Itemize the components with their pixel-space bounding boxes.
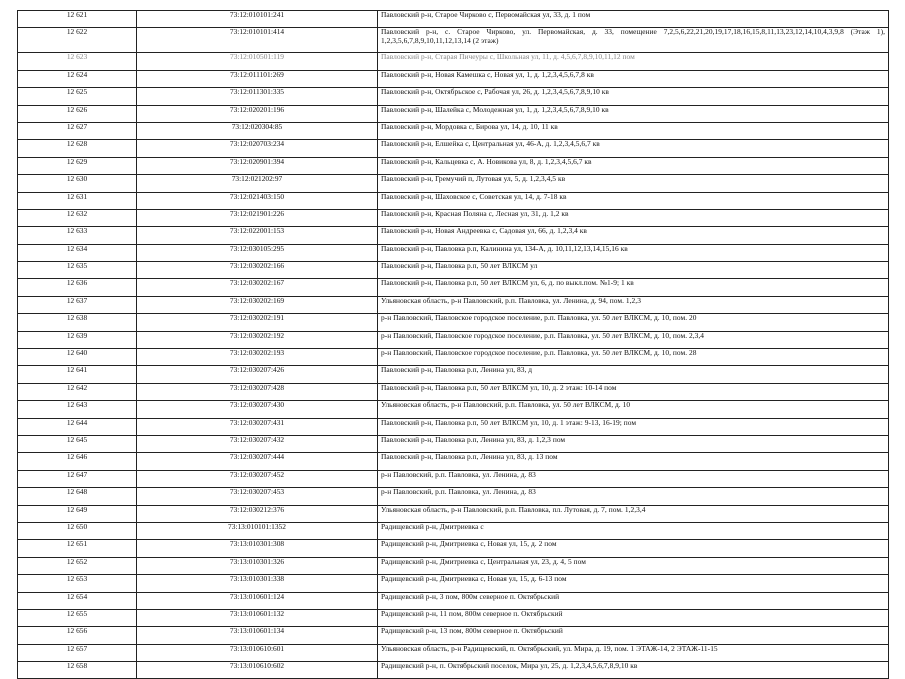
cadastral-number-cell: 73:12:010501:119 [137,53,378,70]
row-number-cell: 12 641 [18,366,137,383]
table-row [18,627,889,644]
row-number-cell: 12 636 [18,279,137,296]
cadastral-number-cell: 73:12:030202:193 [137,349,378,366]
cadastral-number-cell: 73:12:021403:150 [137,192,378,209]
table-row [18,122,889,139]
row-number-cell: 12 625 [18,88,137,105]
table-row [18,296,889,313]
address-cell: Павловский р-н, Октябрьское с, Рабочая ул, 26, д. 1,2,3,4,5,6,7,8,9,10 кв [378,88,889,105]
cadastral-number-cell: 73:12:030207:428 [137,383,378,400]
row-number-cell: 12 637 [18,296,137,313]
address-cell: Радищевский р-н, 13 пом, 800м северное п. Октябрьский [378,627,889,644]
table-row [18,331,889,348]
cadastral-number-cell: 73:12:011301:335 [137,88,378,105]
table-row [18,227,889,244]
row-number-cell: 12 649 [18,505,137,522]
table-row [18,140,889,157]
address-cell: Павловский р-н, Павловка р.п, 50 лет ВЛКСМ ул, 6, д. по выкл.пом. №1-9; 1 кв [378,279,889,296]
address-cell: Павловский р-н, Мордовка с, Бирова ул, 14, д. 10, 11 кв [378,122,889,139]
cadastral-number-cell: 73:12:030207:430 [137,401,378,418]
row-number-cell: 12 639 [18,331,137,348]
cadastral-number-cell: 73:13:010301:308 [137,540,378,557]
row-number-cell: 12 642 [18,383,137,400]
row-number-cell: 12 626 [18,105,137,122]
cadastral-number-cell: 73:12:020201:196 [137,105,378,122]
table-row [18,557,889,574]
address-cell: Павловский р-н, Кальцевка с, А. Новикова ул, 8, д. 1,2,3,4,5,6,7 кв [378,157,889,174]
table-row [18,157,889,174]
address-cell: Радищевский р-н, Дмитриевка с, Новая ул, 15, д. 2 пом [378,540,889,557]
table-row [18,70,889,87]
address-cell: Павловский р-н, Гремучий п, Лутовая ул, 5, д. 1,2,3,4,5 кв [378,175,889,192]
table-row [18,28,889,53]
table-row [18,11,889,28]
address-cell: Павловский р-н, Павловка р.п, 50 лет ВЛКСМ ул, 10, д. 1 этаж: 9-13, 16-19; пом [378,418,889,435]
address-cell: Павловский р-н, Павловка р.п, 50 лет ВЛКСМ ул [378,262,889,279]
row-number-cell: 12 627 [18,122,137,139]
table-row [18,609,889,626]
cadastral-number-cell: 73:13:010610:601 [137,644,378,661]
address-cell: Радищевский р-н, 11 пом, 800м северное п. Октябрьский [378,609,889,626]
address-cell: Ульяновская область, р-н Павловский, р.п. Павловка, ул. 50 лет ВЛКСМ, д. 10 [378,401,889,418]
table-row [18,53,889,70]
address-cell: р-н Павловский, р.п. Павловка, ул. Ленина, д. 83 [378,488,889,505]
address-cell: Павловский р-н, Шаховское с, Советская ул, 14, д. 7-18 кв [378,192,889,209]
row-number-cell: 12 631 [18,192,137,209]
row-number-cell: 12 622 [18,28,137,53]
row-number-cell: 12 628 [18,140,137,157]
table-row [18,540,889,557]
table-row [18,244,889,261]
address-cell: Павловский р-н, Шалейка с, Молодежная ул, 1, д. 1,2,3,4,5,6,7,8,9,10 кв [378,105,889,122]
address-cell: Павловский р-н, с. Старое Чирково, ул. Первомайская, д. 33, помещение 7,2,5,6,22,21,20,19,17,18,16,15,8,11,13,23,12,14,10,4,3,9,8 (Этаж 1), 1,2,3,5,6,7,8,9,10,11,12,13,14 (2 этаж) [378,28,889,53]
table-row [18,505,889,522]
registry-table [17,10,889,679]
cadastral-number-cell: 73:12:020304:85 [137,122,378,139]
table-row [18,453,889,470]
row-number-cell: 12 632 [18,209,137,226]
table-row [18,418,889,435]
table-row [18,522,889,539]
table-row [18,470,889,487]
address-cell: Павловский р-н, Павловка р.п, Ленина ул, 83, д. 13 пом [378,453,889,470]
address-cell: Радищевский р-н, 3 пом, 800м северное п. Октябрьский [378,592,889,609]
cadastral-number-cell: 73:12:021202:97 [137,175,378,192]
table-row [18,349,889,366]
address-cell: Павловский р-н, Павловка р.п, 50 лет ВЛКСМ ул, 10, д. 2 этаж: 10-14 пом [378,383,889,400]
table-row [18,88,889,105]
row-number-cell: 12 633 [18,227,137,244]
table-row [18,662,889,679]
address-cell: Радищевский р-н, Дмитриевка с, Новая ул, 15, д. 6-13 пом [378,575,889,592]
address-cell: Павловский р-н, Павловка р.п, Ленина ул, 83, д [378,366,889,383]
address-cell: Павловский р-н, Старое Чирково с, Первомайская ул, 33, д. 1 пом [378,11,889,28]
cadastral-number-cell: 73:12:020703:234 [137,140,378,157]
row-number-cell: 12 648 [18,488,137,505]
table-row [18,575,889,592]
table-row [18,314,889,331]
address-cell: Павловский р-н, Новая Камешка с, Новая ул, 1, д. 1,2,3,4,5,6,7,8 кв [378,70,889,87]
cadastral-number-cell: 73:12:030207:426 [137,366,378,383]
row-number-cell: 12 624 [18,70,137,87]
row-number-cell: 12 658 [18,662,137,679]
row-number-cell: 12 634 [18,244,137,261]
address-cell: Ульяновская область, р-н Павловский, р.п. Павловка, ул. Ленина, д. 94, пом. 1,2,3 [378,296,889,313]
address-cell: Ульяновская область, р-н Радищевский, п. Октябрьский, ул. Мира, д. 19, пом. 1 ЭТАЖ-14, 2 ЭТАЖ-11-15 [378,644,889,661]
address-cell: Радищевский р-н, п. Октябрьский поселок, Мира ул, 25, д. 1,2,3,4,5,6,7,8,9,10 кв [378,662,889,679]
cadastral-number-cell: 73:12:030202:169 [137,296,378,313]
row-number-cell: 12 655 [18,609,137,626]
table-row [18,435,889,452]
row-number-cell: 12 657 [18,644,137,661]
cadastral-number-cell: 73:12:030207:432 [137,435,378,452]
address-cell: р-н Павловский, Павловское городское поселение, р.п. Павловка, ул. 50 лет ВЛКСМ, д. 10, пом. 20 [378,314,889,331]
cadastral-number-cell: 73:12:021901:226 [137,209,378,226]
table-row [18,175,889,192]
cadastral-number-cell: 73:12:030105:295 [137,244,378,261]
table-row [18,262,889,279]
cadastral-number-cell: 73:13:010301:326 [137,557,378,574]
cadastral-number-cell: 73:13:010601:134 [137,627,378,644]
cadastral-number-cell: 73:12:011101:269 [137,70,378,87]
cadastral-number-cell: 73:12:030207:452 [137,470,378,487]
row-number-cell: 12 645 [18,435,137,452]
row-number-cell: 12 656 [18,627,137,644]
cadastral-number-cell: 73:13:010610:602 [137,662,378,679]
row-number-cell: 12 629 [18,157,137,174]
cadastral-number-cell: 73:12:020901:394 [137,157,378,174]
row-number-cell: 12 651 [18,540,137,557]
row-number-cell: 12 653 [18,575,137,592]
cadastral-number-cell: 73:12:022001:153 [137,227,378,244]
cadastral-number-cell: 73:12:010101:241 [137,11,378,28]
cadastral-number-cell: 73:12:030202:191 [137,314,378,331]
cadastral-number-cell: 73:12:010101:414 [137,28,378,53]
cadastral-number-cell: 73:13:010101:1352 [137,522,378,539]
cadastral-number-cell: 73:13:010301:338 [137,575,378,592]
row-number-cell: 12 635 [18,262,137,279]
registry-table-body [18,11,889,679]
cadastral-number-cell: 73:13:010601:132 [137,609,378,626]
row-number-cell: 12 621 [18,11,137,28]
table-row [18,366,889,383]
table-row [18,209,889,226]
address-cell: р-н Павловский, Павловское городское поселение, р.п. Павловка, ул. 50 лет ВЛКСМ, д. 10, пом. 28 [378,349,889,366]
address-cell: Павловский р-н, Старая Пичеуры с, Школьная ул, 11, д. 4,5,6,7,8,9,10,11,12 пом [378,53,889,70]
row-number-cell: 12 638 [18,314,137,331]
cadastral-number-cell: 73:13:010601:124 [137,592,378,609]
row-number-cell: 12 623 [18,53,137,70]
row-number-cell: 12 646 [18,453,137,470]
address-cell: р-н Павловский, р.п. Павловка, ул. Ленина, д. 83 [378,470,889,487]
cadastral-number-cell: 73:12:030207:453 [137,488,378,505]
cadastral-number-cell: 73:12:030202:166 [137,262,378,279]
table-row [18,401,889,418]
row-number-cell: 12 644 [18,418,137,435]
table-row [18,105,889,122]
address-cell: Павловский р-н, Павловка р.п, Калинина ул, 134-А, д. 10,11,12,13,14,15,16 кв [378,244,889,261]
row-number-cell: 12 652 [18,557,137,574]
cadastral-number-cell: 73:12:030207:444 [137,453,378,470]
address-cell: Павловский р-н, Красная Поляна с, Лесная ул, 31, д. 1,2 кв [378,209,889,226]
table-row [18,644,889,661]
cadastral-number-cell: 73:12:030207:431 [137,418,378,435]
table-row [18,592,889,609]
row-number-cell: 12 643 [18,401,137,418]
row-number-cell: 12 654 [18,592,137,609]
cadastral-number-cell: 73:12:030212:376 [137,505,378,522]
row-number-cell: 12 650 [18,522,137,539]
table-row [18,192,889,209]
address-cell: Павловский р-н, Павловка р.п, Ленина ул, 83, д. 1,2,3 пом [378,435,889,452]
address-cell: Павловский р-н, Новая Андреевка с, Садовая ул, 66, д. 1,2,3,4 кв [378,227,889,244]
table-row [18,279,889,296]
row-number-cell: 12 647 [18,470,137,487]
table-row [18,488,889,505]
row-number-cell: 12 640 [18,349,137,366]
cadastral-number-cell: 73:12:030202:167 [137,279,378,296]
address-cell: р-н Павловский, Павловское городское поселение, р.п. Павловка, ул. 50 лет ВЛКСМ, д. 10, пом. 2,3,4 [378,331,889,348]
table-row [18,383,889,400]
address-cell: Радищевский р-н, Дмитриевка с, Центральная ул, 23, д. 4, 5 пом [378,557,889,574]
address-cell: Радищевский р-н, Дмитриевка с [378,522,889,539]
address-cell: Павловский р-н, Елшейка с, Центральная ул, 46-А, д. 1,2,3,4,5,6,7 кв [378,140,889,157]
cadastral-number-cell: 73:12:030202:192 [137,331,378,348]
row-number-cell: 12 630 [18,175,137,192]
address-cell: Ульяновская область, р-н Павловский, р.п. Павловка, пл. Лутовая, д. 7, пом. 1,2,3,4 [378,505,889,522]
